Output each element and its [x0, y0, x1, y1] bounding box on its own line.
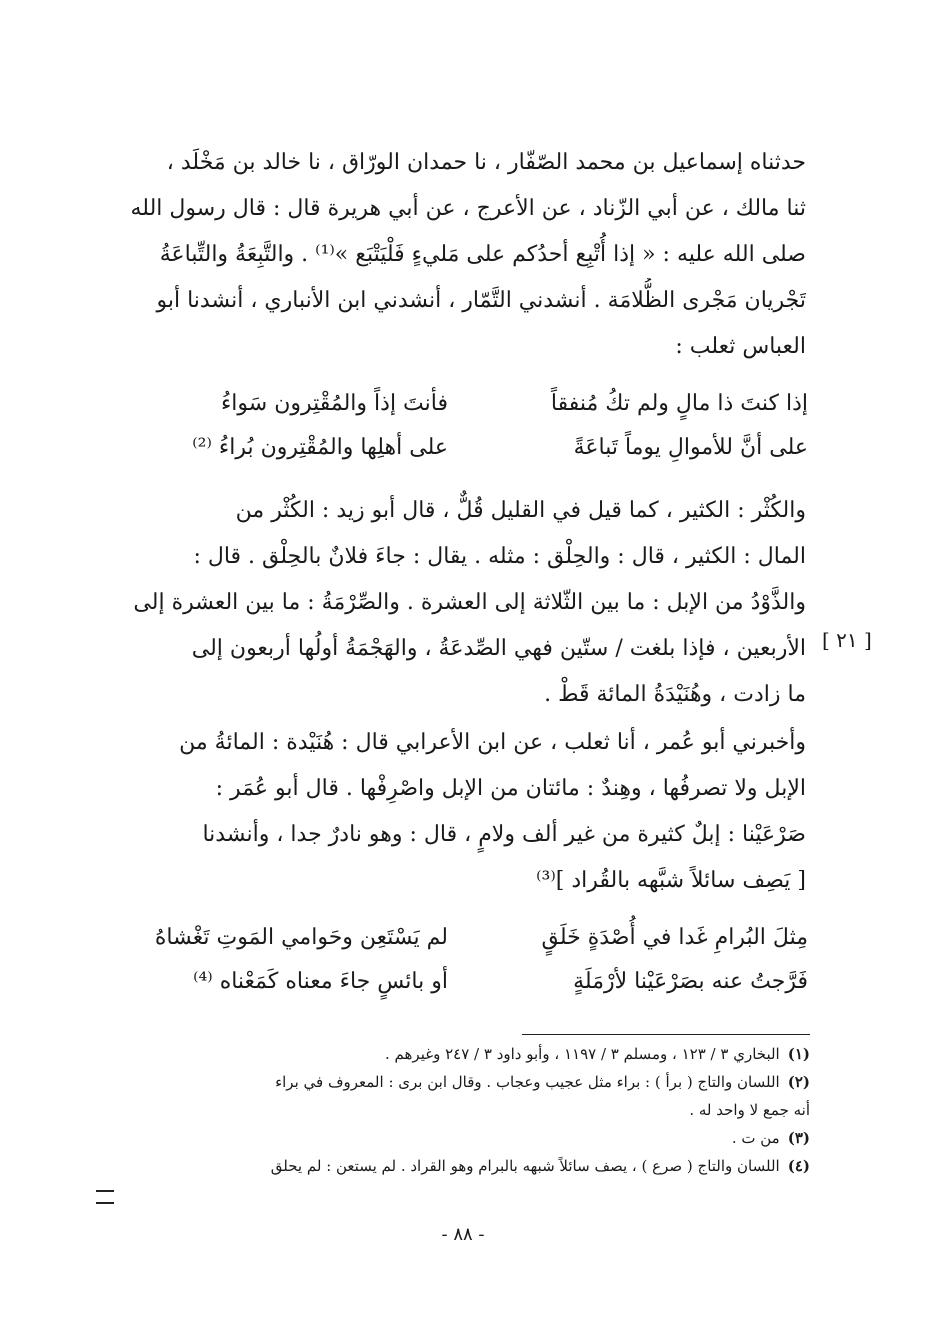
page-number: - ٨٨ -: [441, 1224, 485, 1245]
footnote: [110, 1068, 810, 1096]
verse-second-hemistich: فأنتَ إذاً والمُقْتِرون سَواءُ: [220, 391, 448, 416]
text-line: ما زادت ، وهُنَيْدَةُ المائة قَطْ .: [544, 682, 806, 707]
footnote-text: البخاري ٣ / ١٢٣ ، ومسلم ٣ / ١١٩٧ ، وأبو داود ٣ / ٢٤٧ وغيرهم .: [385, 1045, 780, 1063]
verse-first-hemistich: فَرَّجتُ عنه بصَرْعَيْنا لأرْمَلَةٍ: [573, 969, 808, 994]
paragraph-hunayda: [116, 720, 806, 904]
verse-row: [118, 382, 808, 426]
footnote-number: (٤): [787, 1157, 810, 1175]
verse-first-hemistich: مِثلَ البُرامِ غَدا في أُصْدَةٍ خَلَقٍ: [541, 925, 808, 950]
text-line: المال : الكثير ، قال : والحِلْق : مثله . يقال : جاءَ فلانٌ بالحِلْق . قال :: [193, 544, 806, 569]
footnote: [110, 1124, 810, 1152]
poem-verse-2: [118, 916, 808, 1004]
paragraph-hadith: [116, 140, 806, 370]
manuscript-folio-marker: [ ٢١ ]: [822, 628, 872, 652]
footnote-text: اللسان والتاج ( برأ ) : براء مثل عجيب وعجاب . وقال ابن برى : المعروف في براء: [275, 1073, 780, 1091]
verse-row: [118, 960, 808, 1004]
footnote-number: (٢): [787, 1073, 810, 1091]
footnote: [110, 1040, 810, 1068]
footnote-text: من ت .: [731, 1129, 780, 1147]
paragraph-kuthr: [116, 488, 806, 718]
text-line: صَرْعَيْنا : إبلٌ كثيرة من غير ألف ولامٍ ، قال : وهو نادرٌ جدا ، وأنشدنا: [202, 822, 806, 847]
text-line: الأربعين ، فإذا بلغت / ستّين فهي الصِّدعَةُ ، والهَجْمَةُ أولُها أربعون إلى: [191, 636, 806, 661]
text-line: [ يَصِف سائلاً شبَّهه بالقُراد ]⁽³⁾: [536, 868, 806, 893]
footnote-number: (٣): [787, 1129, 810, 1147]
text-line: ثنا مالك ، عن أبي الزّناد ، عن الأعرج ، عن أبي هريرة قال : قال رسول الله: [130, 196, 806, 221]
footnote-continuation: [110, 1096, 810, 1124]
verse-second-hemistich: لم يَسْتَعِن وحَوامي المَوتِ تَغْشاهُ: [154, 925, 448, 950]
poem-verse-1: [118, 382, 808, 470]
text-line: وأخبرني أبو عُمر ، أنا ثعلب ، عن ابن الأعرابي قال : هُنَيْدة : المائةُ من: [179, 730, 806, 755]
verse-second-hemistich: على أهلِها والمُقْتِرون بُراءُ ⁽²⁾: [192, 435, 448, 460]
footnote-number: (١): [787, 1045, 810, 1063]
footnote-text: أنه جمع لا واحد له .: [689, 1101, 810, 1119]
verse-first-hemistich: على أنَّ للأموالِ يوماً تَباعَةً: [573, 435, 808, 460]
text-line: والكُثْر : الكثير ، كما قيل في القليل قُلٌّ ، قال أبو زيد : الكُثْر من: [235, 498, 806, 523]
verse-first-hemistich: إذا كنتَ ذا مالٍ ولم تكُ مُنفقاً: [550, 391, 808, 416]
text-line: تَجْريان مَجْرى الظُّلامَة . أنشدني التَّمّار ، أنشدني ابن الأنباري ، أنشدنا أبو: [156, 288, 806, 313]
verse-row: [118, 426, 808, 470]
text-line: الإبل ولا تصرفُها ، وهِندٌ : مائتان من الإبل واصْرِفْها . قال أبو عُمَر :: [215, 776, 806, 801]
continuation-mark: [96, 1190, 114, 1204]
text-line: والذَّوْدُ من الإبل : ما بين الثّلاثة إلى العشرة . والصِّرْمَةُ : ما بين العشرة إلى: [133, 590, 806, 615]
text-line: صلى الله عليه : « إذا أُتْبِع أحدُكم على مَليءٍ فَلْيَتْبَع »⁽¹⁾ . والتَّبِعَةُ والتِّباعَةُ: [159, 242, 806, 267]
footnotes: [110, 1040, 810, 1180]
footnote: [110, 1152, 810, 1180]
verse-second-hemistich: أو بائسٍ جاءَ معناه كَمَعْناه ⁽⁴⁾: [193, 969, 448, 994]
text-line: حدثناه إسماعيل بن محمد الصّفّار ، نا حمدان الورّاق ، نا خالد بن مَخْلَد ،: [166, 150, 806, 175]
footnote-divider: [522, 1034, 810, 1035]
footnote-text: اللسان والتاج ( صرع ) ، يصف سائلاً شبهه بالبرام وهو القراد . لم يستعن : لم يحلق: [270, 1157, 780, 1175]
verse-row: [118, 916, 808, 960]
text-line: العباس ثعلب :: [675, 334, 806, 359]
